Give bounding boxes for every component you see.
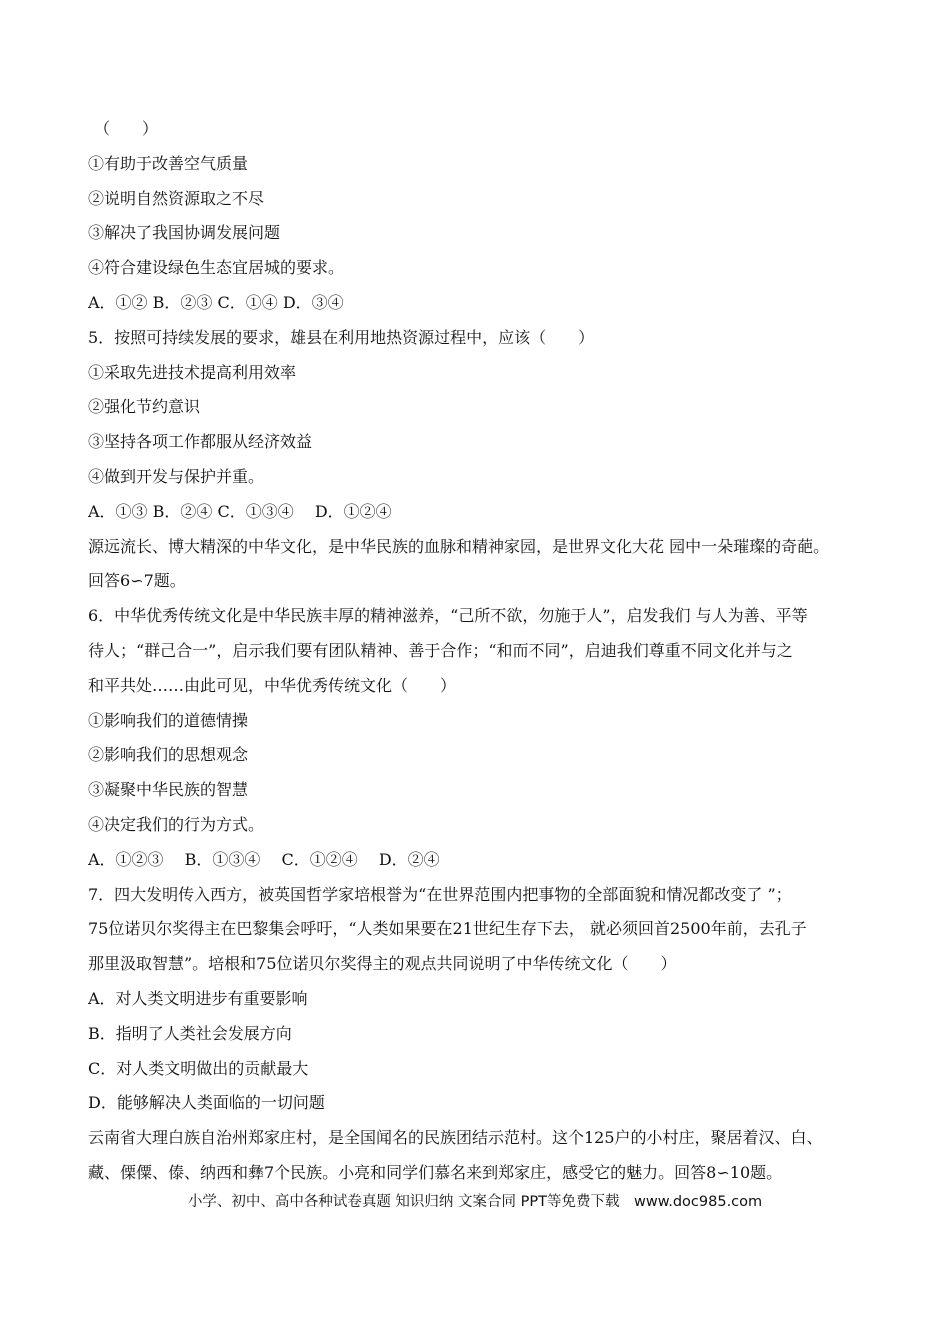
question-text — [88, 112, 878, 1191]
option-line: ①有助于改善空气质量 — [88, 153, 249, 173]
answer-choices: A．①② B．②③ C．①④ D．③④ — [88, 292, 344, 312]
question-7: 那里汲取智慧”。培根和75位诺贝尔奖得主的观点共同说明了中华传统文化（ ） — [88, 954, 677, 974]
option-line: ③凝聚中华民族的智慧 — [88, 780, 249, 800]
question-7: 7．四大发明传入西方，被英国哲学家培根誉为“在世界范围内把事物的全部面貌和情况都改变了 ”； — [88, 884, 792, 904]
option-line: ②强化节约意识 — [88, 397, 201, 417]
option-line: A．对人类文明进步有重要影响 — [88, 988, 308, 1008]
option-line: ②说明自然资源取之不尽 — [88, 188, 265, 208]
option-line: ④做到开发与保护并重。 — [88, 466, 265, 486]
question-5: 5．按照可持续发展的要求，雄县在利用地热资源过程中，应该（ ） — [88, 327, 595, 347]
question-7: 75位诺贝尔奖得主在巴黎集会呼吁，“人类如果要在21世纪生存下去， 就必须回首2500年前，去孔子 — [88, 919, 807, 939]
option-line: ④决定我们的行为方式。 — [88, 814, 265, 834]
option-line: ①采取先进技术提高利用效率 — [88, 362, 297, 382]
option-line: D．能够解决人类面临的一切问题 — [88, 1093, 325, 1113]
question-6: 和平共处……由此可见，中华优秀传统文化（ ） — [88, 675, 457, 695]
question-6: 6．中华优秀传统文化是中华民族丰厚的精神滋养，“己所不欲，勿施于人”，启发我们 与人为善、平等 — [88, 606, 808, 626]
option-line: ④符合建设绿色生态宜居城的要求。 — [88, 258, 345, 278]
page-footer: 小学、初中、高中各种试卷真题 知识归纳 文案合同 PPT等免费下载 www.doc985.com — [187, 1194, 763, 1210]
option-line: ③解决了我国协调发展问题 — [88, 223, 281, 243]
option-line: ②影响我们的思想观念 — [88, 745, 249, 765]
question-6: 待人；“群己合一”，启示我们要有团队精神、善于合作；“和而不同”，启迪我们尊重不同文化并与之 — [88, 640, 793, 660]
answer-choices: A．①②③ B．①③④ C．①②④ D．②④ — [88, 849, 440, 869]
option-line: C．对人类文明做出的贡献最大 — [88, 1058, 309, 1078]
passage-text: 源远流长、博大精深的中华文化，是中华民族的血脉和精神家园，是世界文化大花 园中一朵璀璨的奇葩。 — [88, 536, 830, 556]
option-line: ③坚持各项工作都服从经济效益 — [88, 432, 313, 452]
passage-text: 云南省大理白族自治州郑家庄村，是全国闻名的民族团结示范村。这个125户的小村庄，聚居着汉、白、 — [88, 1128, 823, 1148]
passage-text: 回答6∽7题。 — [88, 571, 186, 591]
option-line: B．指明了人类社会发展方向 — [88, 1023, 292, 1043]
answer-bracket: （ ） — [94, 119, 159, 138]
passage-text: 藏、傈僳、傣、纳西和彝7个民族。小亮和同学们慕名来到郑家庄，感受它的魅力。回答8∽10题。 — [88, 1162, 783, 1182]
option-line: ①影响我们的道德情操 — [88, 710, 249, 730]
answer-choices: A．①③ B．②④ C．①③④ D．①②④ — [88, 501, 392, 521]
